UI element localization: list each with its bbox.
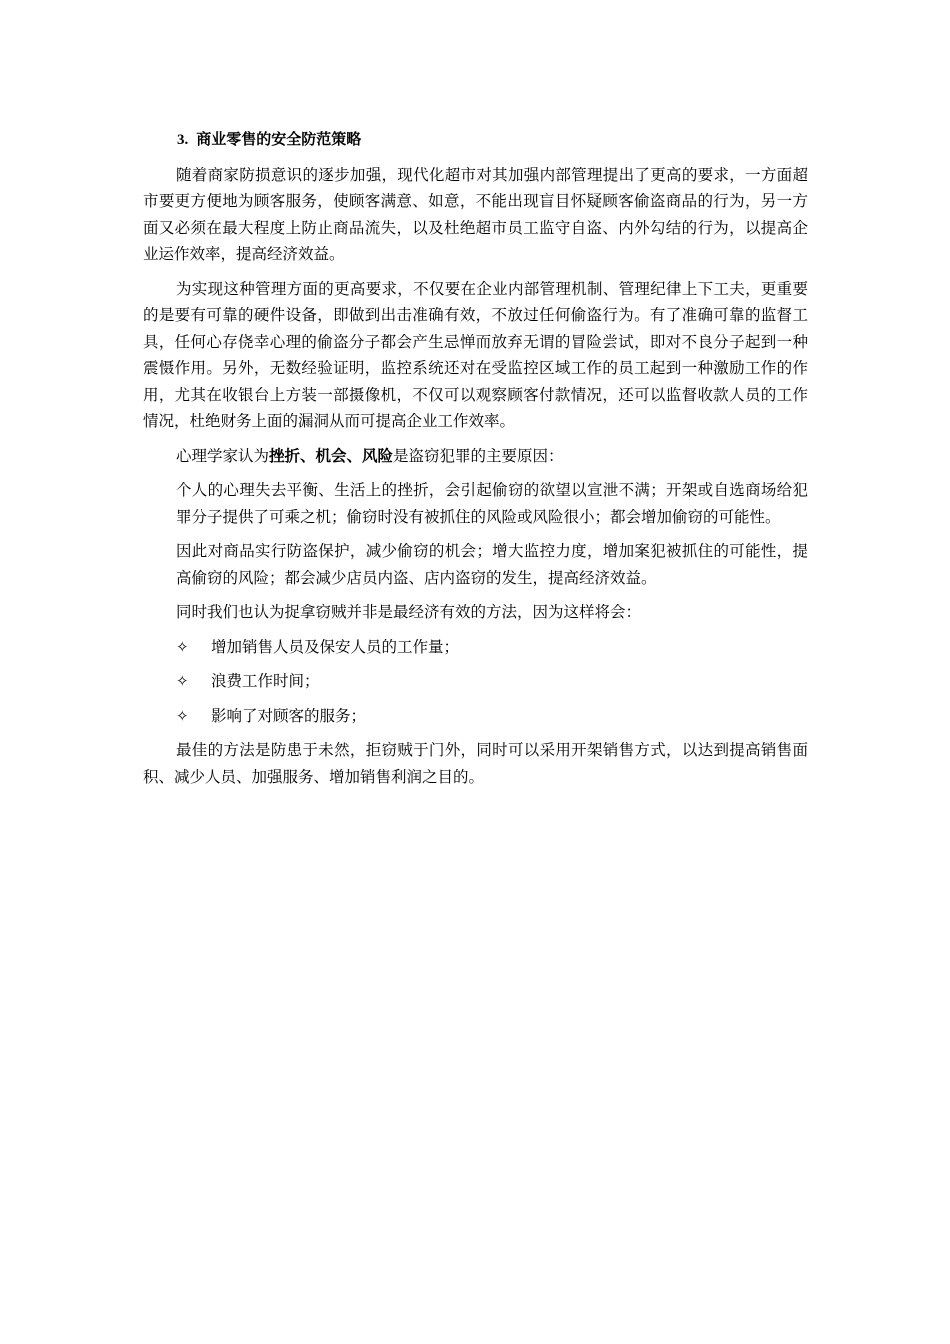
paragraph-intro: 随着商家防损意识的逐步加强，现代化超市对其加强内部管理提出了更高的要求，一方面超市要更方便地为顾客服务，使顾客满意、如意，不能出现盲目怀疑顾客偷盗商品的行为，另一方面又必须在最大程度上防止商品流失，以及杜绝超市员工监守自盗、内外勾结的行为，以提高企业运作效率，提高经济效益。 (143, 165, 808, 263)
paragraph-psychology: 个人的心理失去平衡、生活上的挫折，会引起偷窃的欲望以宣泄不满；开架或自选商场给犯罪分子提供了可乘之机；偷窃时没有被抓住的风险或风险很小；都会增加偷窃的可能性。 (176, 481, 808, 526)
diamond-star-icon: ✧ (176, 672, 189, 690)
paragraph-causes (176, 443, 808, 470)
paragraph-protection: 因此对商品实行防盗保护，减少偷窃的机会；增大监控力度，增加案犯被抓住的可能性，提高偷窃的风险；都会减少店员内盗、店内盗窃的发生，提高经济效益。 (176, 542, 808, 587)
diamond-star-icon: ✧ (176, 706, 189, 725)
paragraph-catching: 同时我们也认为捉拿窃贼并非是最经济有效的方法，因为这样将会： (176, 603, 642, 621)
section-title: 商业零售的安全防范策略 (196, 130, 362, 148)
paragraph-requirements: 为实现这种管理方面的更高要求，不仅要在企业内部管理机制、管理纪律上下工夫，更重要的是要有可靠的硬件设备，即做到出击准确有效，不放过任何偷盗行为。有了准确可靠的监督工具，任何心存侥幸心理的偷盗分子都会产生忌惮而放弃无谓的冒险尝试，即对不良分子起到一种震慑作用。另外，无数经验证明，监控系统还对在受监控区域工作的员工起到一种激励工作的作用，尤其在收银台上方装一部摄像机，不仅可以观察顾客付款情况，还可以监督收款人员的工作情况，杜绝财务上面的漏洞从而可提高企业工作效率。 (143, 279, 808, 430)
list-item-text: 浪费工作时间； (211, 672, 320, 690)
list-item (176, 668, 808, 695)
bullet-list (143, 634, 808, 730)
section-heading (177, 126, 808, 154)
list-item (176, 703, 808, 730)
causes-prefix: 心理学家认为 (176, 446, 270, 465)
document-body (143, 126, 808, 798)
list-item (176, 634, 808, 661)
causes-suffix: 是盗窃犯罪的主要原因： (393, 446, 564, 465)
section-number: 3. (177, 132, 189, 148)
list-item-text: 增加销售人员及保安人员的工作量； (211, 637, 460, 656)
list-item-text: 影响了对顾客的服务； (211, 706, 367, 725)
diamond-star-icon: ✧ (176, 637, 189, 656)
causes-bold-terms: 挫折、机会、风险 (269, 446, 394, 465)
paragraph-conclusion: 最佳的方法是防患于未然，拒窃贼于门外，同时可以采用开架销售方式，以达到提高销售面积、减少人员、加强服务、增加销售利润之目的。 (143, 741, 808, 786)
